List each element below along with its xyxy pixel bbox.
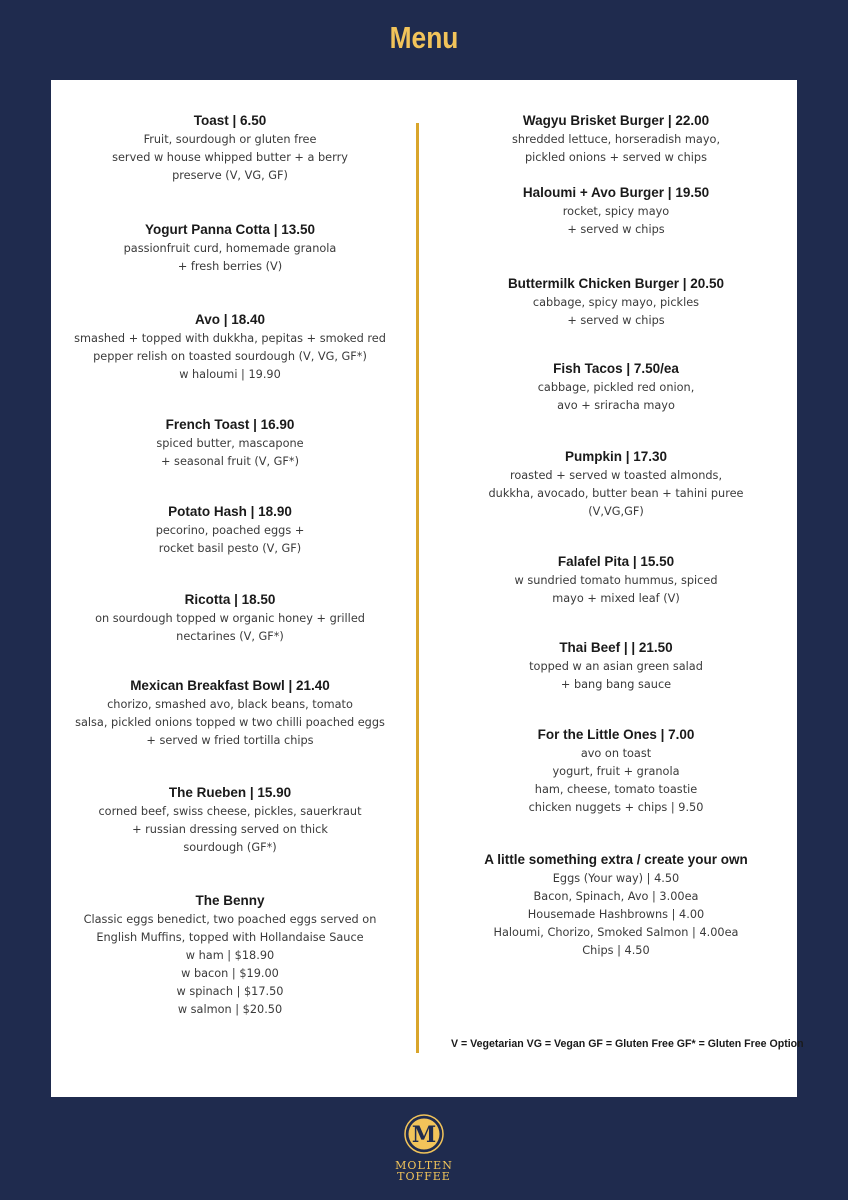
item-name: Avo | 18.40: [194, 312, 266, 327]
item-desc: topped w an asian green salad: [529, 660, 703, 673]
menu-item: [471, 639, 761, 694]
item-desc: Chips | 4.50: [582, 944, 650, 957]
item-desc: served w house whipped butter + a berry: [112, 151, 348, 164]
item-desc: pickled onions + served w chips: [524, 151, 707, 164]
menu-item: [71, 416, 389, 471]
menu-item: [471, 360, 761, 415]
item-desc: Bacon, Spinach, Avo | 3.00ea: [533, 890, 699, 903]
item-desc: cabbage, spicy mayo, pickles: [532, 296, 700, 309]
item-desc: smashed + topped with dukkha, pepitas + smoked red: [74, 332, 386, 345]
item-desc: + fresh berries (V): [177, 260, 283, 273]
item-name: Haloumi + Avo Burger | 19.50: [522, 185, 710, 200]
menu-item: [471, 184, 761, 239]
item-desc: cabbage, pickled red onion,: [537, 381, 695, 394]
item-name: A little something extra / create your own: [484, 852, 748, 867]
menu-item: [471, 553, 761, 608]
item-desc: w sundried tomato hummus, spiced: [514, 574, 718, 587]
item-desc: on sourdough topped w organic honey + grilled: [95, 612, 365, 625]
item-name: The Rueben | 15.90: [168, 785, 292, 800]
menu-item: [71, 503, 389, 558]
item-desc: mayo + mixed leaf (V): [552, 592, 680, 605]
menu-item: [471, 726, 761, 817]
item-desc: w spinach | $17.50: [176, 985, 284, 998]
item-desc: w haloumi | 19.90: [179, 368, 281, 381]
item-desc: + served w chips: [567, 223, 665, 236]
item-desc: pecorino, poached eggs +: [155, 524, 305, 537]
item-name: Toast | 6.50: [193, 113, 267, 128]
item-desc: (V,VG,GF): [588, 505, 644, 518]
logo-name-line1: MOLTEN: [395, 1159, 453, 1172]
item-name: Potato Hash | 18.90: [168, 504, 292, 519]
item-desc: nectarines (V, GF*): [176, 630, 284, 643]
item-desc: ham, cheese, tomato toastie: [534, 783, 698, 796]
item-desc: Haloumi, Chorizo, Smoked Salmon | 4.00ea: [493, 926, 739, 939]
item-name: French Toast | 16.90: [165, 417, 295, 432]
menu-item: [71, 311, 389, 384]
menu-card: [51, 80, 804, 1097]
item-name: Wagyu Brisket Burger | 22.00: [522, 113, 710, 128]
item-desc: rocket basil pesto (V, GF): [158, 542, 302, 555]
item-desc: w ham | $18.90: [185, 949, 275, 962]
item-name: Mexican Breakfast Bowl | 21.40: [130, 678, 330, 693]
item-name: Thai Beef | | 21.50: [559, 640, 673, 655]
item-desc: chorizo, smashed avo, black beans, tomato: [107, 698, 353, 711]
item-desc: + served w fried tortilla chips: [146, 734, 314, 747]
item-name: For the Little Ones | 7.00: [537, 727, 695, 742]
item-desc: Fruit, sourdough or gluten free: [143, 133, 317, 146]
item-desc: + served w chips: [567, 314, 665, 327]
item-desc: sourdough (GF*): [183, 841, 277, 854]
menu-item: [471, 275, 761, 330]
item-name: The Benny: [195, 893, 265, 908]
item-desc: spiced butter, mascapone: [156, 437, 304, 450]
menu-item: [471, 851, 761, 960]
menu-item: [71, 677, 389, 750]
item-name: Falafel Pita | 15.50: [557, 554, 675, 569]
item-desc: avo + sriracha mayo: [557, 399, 675, 412]
item-name: Buttermilk Chicken Burger | 20.50: [507, 276, 725, 291]
menu-item: [471, 448, 761, 521]
item-desc: corned beef, swiss cheese, pickles, sauerkraut: [98, 805, 362, 818]
item-desc: w bacon | $19.00: [181, 967, 279, 980]
column-divider: [416, 123, 419, 1053]
menu-item: [71, 591, 389, 646]
item-name: Fish Tacos | 7.50/ea: [553, 361, 679, 376]
item-desc: yogurt, fruit + granola: [552, 765, 680, 778]
item-desc: chicken nuggets + chips | 9.50: [528, 801, 704, 814]
item-desc: preserve (V, VG, GF): [172, 169, 288, 182]
item-desc: Housemade Hashbrowns | 4.00: [527, 908, 705, 921]
item-desc: Classic eggs benedict, two poached eggs served on: [83, 913, 377, 926]
item-desc: w salmon | $20.50: [177, 1003, 283, 1016]
item-desc: + bang bang sauce: [560, 678, 672, 691]
menu-item: [71, 892, 389, 1019]
logo-mark-icon: [402, 1112, 446, 1156]
logo-name-line2: TOFFEE: [397, 1170, 451, 1183]
item-name: Pumpkin | 17.30: [564, 449, 668, 464]
item-name: Yogurt Panna Cotta | 13.50: [144, 222, 316, 237]
item-desc: salsa, pickled onions topped w two chilli poached eggs: [75, 716, 385, 729]
item-desc: rocket, spicy mayo: [562, 205, 670, 218]
item-desc: + seasonal fruit (V, GF*): [161, 455, 299, 468]
logo-letter: M: [411, 1122, 437, 1148]
item-desc: avo on toast: [580, 747, 652, 760]
menu-item: [71, 784, 389, 857]
item-desc: Eggs (Your way) | 4.50: [552, 872, 680, 885]
item-desc: dukkha, avocado, butter bean + tahini puree: [488, 487, 744, 500]
page-title: Menu: [389, 20, 459, 55]
brand-logo: [374, 1112, 474, 1182]
menu-item: [71, 112, 389, 185]
dietary-legend: V = Vegetarian VG = Vegan GF = Gluten Free GF* = Gluten Free Option: [451, 1038, 804, 1050]
menu-item: [71, 221, 389, 276]
item-desc: + russian dressing served on thick: [132, 823, 328, 836]
item-desc: passionfruit curd, homemade granola: [123, 242, 337, 255]
item-desc: English Muffins, topped with Hollandaise Sauce: [96, 931, 364, 944]
menu-item: [471, 112, 761, 167]
item-desc: roasted + served w toasted almonds,: [509, 469, 723, 482]
item-name: Ricotta | 18.50: [184, 592, 276, 607]
item-desc: shredded lettuce, horseradish mayo,: [511, 133, 721, 146]
item-desc: pepper relish on toasted sourdough (V, VG, GF*): [93, 350, 367, 363]
